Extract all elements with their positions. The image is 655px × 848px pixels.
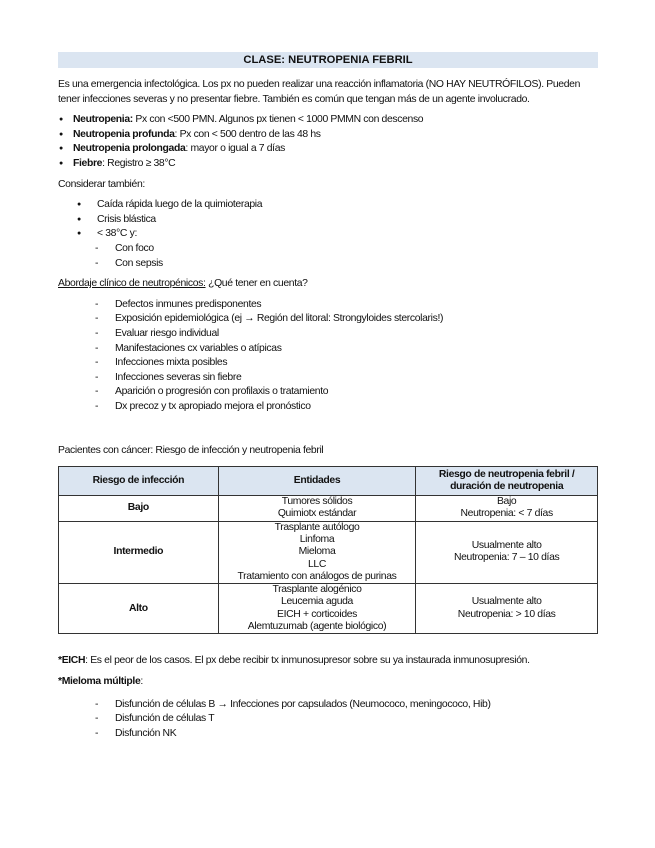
mieloma-term: *Mieloma múltiple bbox=[58, 675, 141, 687]
entities-cell bbox=[218, 584, 416, 634]
list-item: ● < 38°C y: bbox=[58, 227, 598, 242]
risk-cell: Intermedio bbox=[59, 521, 219, 583]
list-item: - Evaluar riesgo individual bbox=[58, 327, 598, 342]
entity: Leucemia aguda bbox=[281, 596, 353, 608]
consider-sublist bbox=[58, 242, 598, 271]
outcome-line: Usualmente alto bbox=[471, 596, 542, 608]
definition-term: Fiebre bbox=[73, 157, 103, 169]
definition-item bbox=[58, 142, 598, 157]
list-item: - Disfunción de células B → Infecciones por capsulados (Neumococo, meningococo, Hib) bbox=[58, 698, 598, 713]
outcome-line: Neutropenia: 7 – 10 días bbox=[453, 552, 560, 564]
approach-title: Abordaje clínico de neutropénicos: bbox=[58, 278, 206, 290]
table-row bbox=[59, 584, 598, 634]
definition-text: Px con <500 PMN. Algunos px tienen < 1000 PMMN con descenso bbox=[132, 114, 424, 126]
entity: Trasplante autólogo bbox=[274, 521, 360, 533]
approach-heading bbox=[58, 277, 598, 292]
entity: Alemtuzumab (agente biológico) bbox=[247, 621, 387, 633]
list-item: - Con foco bbox=[58, 242, 598, 257]
entity: Tumores sólidos bbox=[281, 496, 353, 508]
approach-list bbox=[58, 298, 598, 415]
outcome-line: Neutropenia: > 10 días bbox=[457, 608, 556, 620]
outcome-cell bbox=[416, 584, 598, 634]
list-item: - Infecciones mixta posibles bbox=[58, 356, 598, 371]
outcome-cell bbox=[416, 521, 598, 583]
definition-term: Neutropenia prolongada bbox=[73, 143, 186, 155]
risk-table bbox=[58, 466, 598, 634]
definition-term: Neutropenia profunda bbox=[73, 128, 175, 140]
table-caption: Pacientes con cáncer: Riesgo de infección y neutropenia febril bbox=[58, 445, 324, 457]
approach-question: ¿Qué tener en cuenta? bbox=[205, 278, 308, 290]
list-item: - Exposición epidemiológica (ej → Región del litoral: Strongyloides stercolaris!) bbox=[58, 312, 598, 327]
entities-cell bbox=[218, 496, 416, 522]
outcome-line: Bajo bbox=[496, 496, 517, 508]
definition-text: : Px con < 500 dentro de las 48 hs bbox=[174, 128, 321, 140]
mieloma-heading bbox=[58, 675, 598, 690]
outcome-cell bbox=[416, 496, 598, 522]
list-item: - Manifestaciones cx variables o atípicas bbox=[58, 342, 598, 357]
entity: Trasplante alogénico bbox=[272, 584, 362, 596]
list-item: - Defectos inmunes predisponentes bbox=[58, 298, 598, 313]
table-row bbox=[59, 521, 598, 583]
definition-item bbox=[58, 113, 598, 128]
entity: Quimiotx estándar bbox=[277, 508, 357, 520]
mieloma-list bbox=[58, 698, 598, 742]
list-item: - Dx precoz y tx apropiado mejora el pronóstico bbox=[58, 400, 598, 415]
list-item: - Infecciones severas sin fiebre bbox=[58, 371, 598, 386]
eich-text: : Es el peor de los casos. El px debe recibir tx inmunosupresor sobre su ya instaurada inmunosupresión. bbox=[85, 655, 530, 667]
column-header: Riesgo de neutropenia febril / duración de neutropenia bbox=[416, 467, 598, 496]
list-item: - Disfunción de células T bbox=[58, 712, 598, 727]
definition-text: : Registro ≥ 38°C bbox=[102, 157, 176, 169]
consider-label: Considerar también: bbox=[58, 178, 145, 190]
definition-item bbox=[58, 128, 598, 143]
list-item: - Con sepsis bbox=[58, 257, 598, 272]
entity: Mieloma bbox=[298, 546, 336, 558]
list-item: - Aparición o progresión con profilaxis o tratamiento bbox=[58, 385, 598, 400]
table-header-row bbox=[59, 467, 598, 496]
outcome-line: Neutropenia: < 7 días bbox=[460, 508, 553, 520]
entity: EICH + corticoides bbox=[276, 608, 358, 620]
entity: Linfoma bbox=[299, 533, 335, 545]
risk-cell: Bajo bbox=[59, 496, 219, 522]
definitions-list bbox=[58, 113, 598, 171]
entities-cell bbox=[218, 521, 416, 583]
list-item: ● Caída rápida luego de la quimioterapia bbox=[58, 198, 598, 213]
definition-text: : mayor o igual a 7 días bbox=[185, 143, 285, 155]
definition-term: Neutropenia: bbox=[73, 114, 133, 126]
table-row bbox=[59, 496, 598, 522]
eich-note bbox=[58, 654, 598, 669]
eich-term: *EICH bbox=[58, 655, 86, 667]
risk-cell: Alto bbox=[59, 584, 219, 634]
mieloma-colon: : bbox=[140, 675, 143, 687]
page-title: CLASE: NEUTROPENIA FEBRIL bbox=[58, 52, 598, 68]
consider-list bbox=[58, 198, 598, 242]
list-item: ● Crisis blástica bbox=[58, 213, 598, 228]
entity: Tratamiento con análogos de purinas bbox=[237, 570, 397, 582]
entity: LLC bbox=[308, 558, 327, 570]
outcome-line: Usualmente alto bbox=[471, 540, 542, 552]
intro-paragraph: Es una emergencia infectológica. Los px no pueden realizar una reacción inflamatoria (NO HAY NEUTRÓFILOS). Pueden tener infecciones severas y no presentar fiebre. También es común que tengan más de un agente involucrado. bbox=[58, 79, 581, 105]
column-header: Entidades bbox=[218, 467, 416, 496]
definition-item bbox=[58, 157, 598, 172]
document-page bbox=[58, 52, 598, 741]
column-header: Riesgo de infección bbox=[59, 467, 219, 496]
list-item: - Disfunción NK bbox=[58, 727, 598, 742]
